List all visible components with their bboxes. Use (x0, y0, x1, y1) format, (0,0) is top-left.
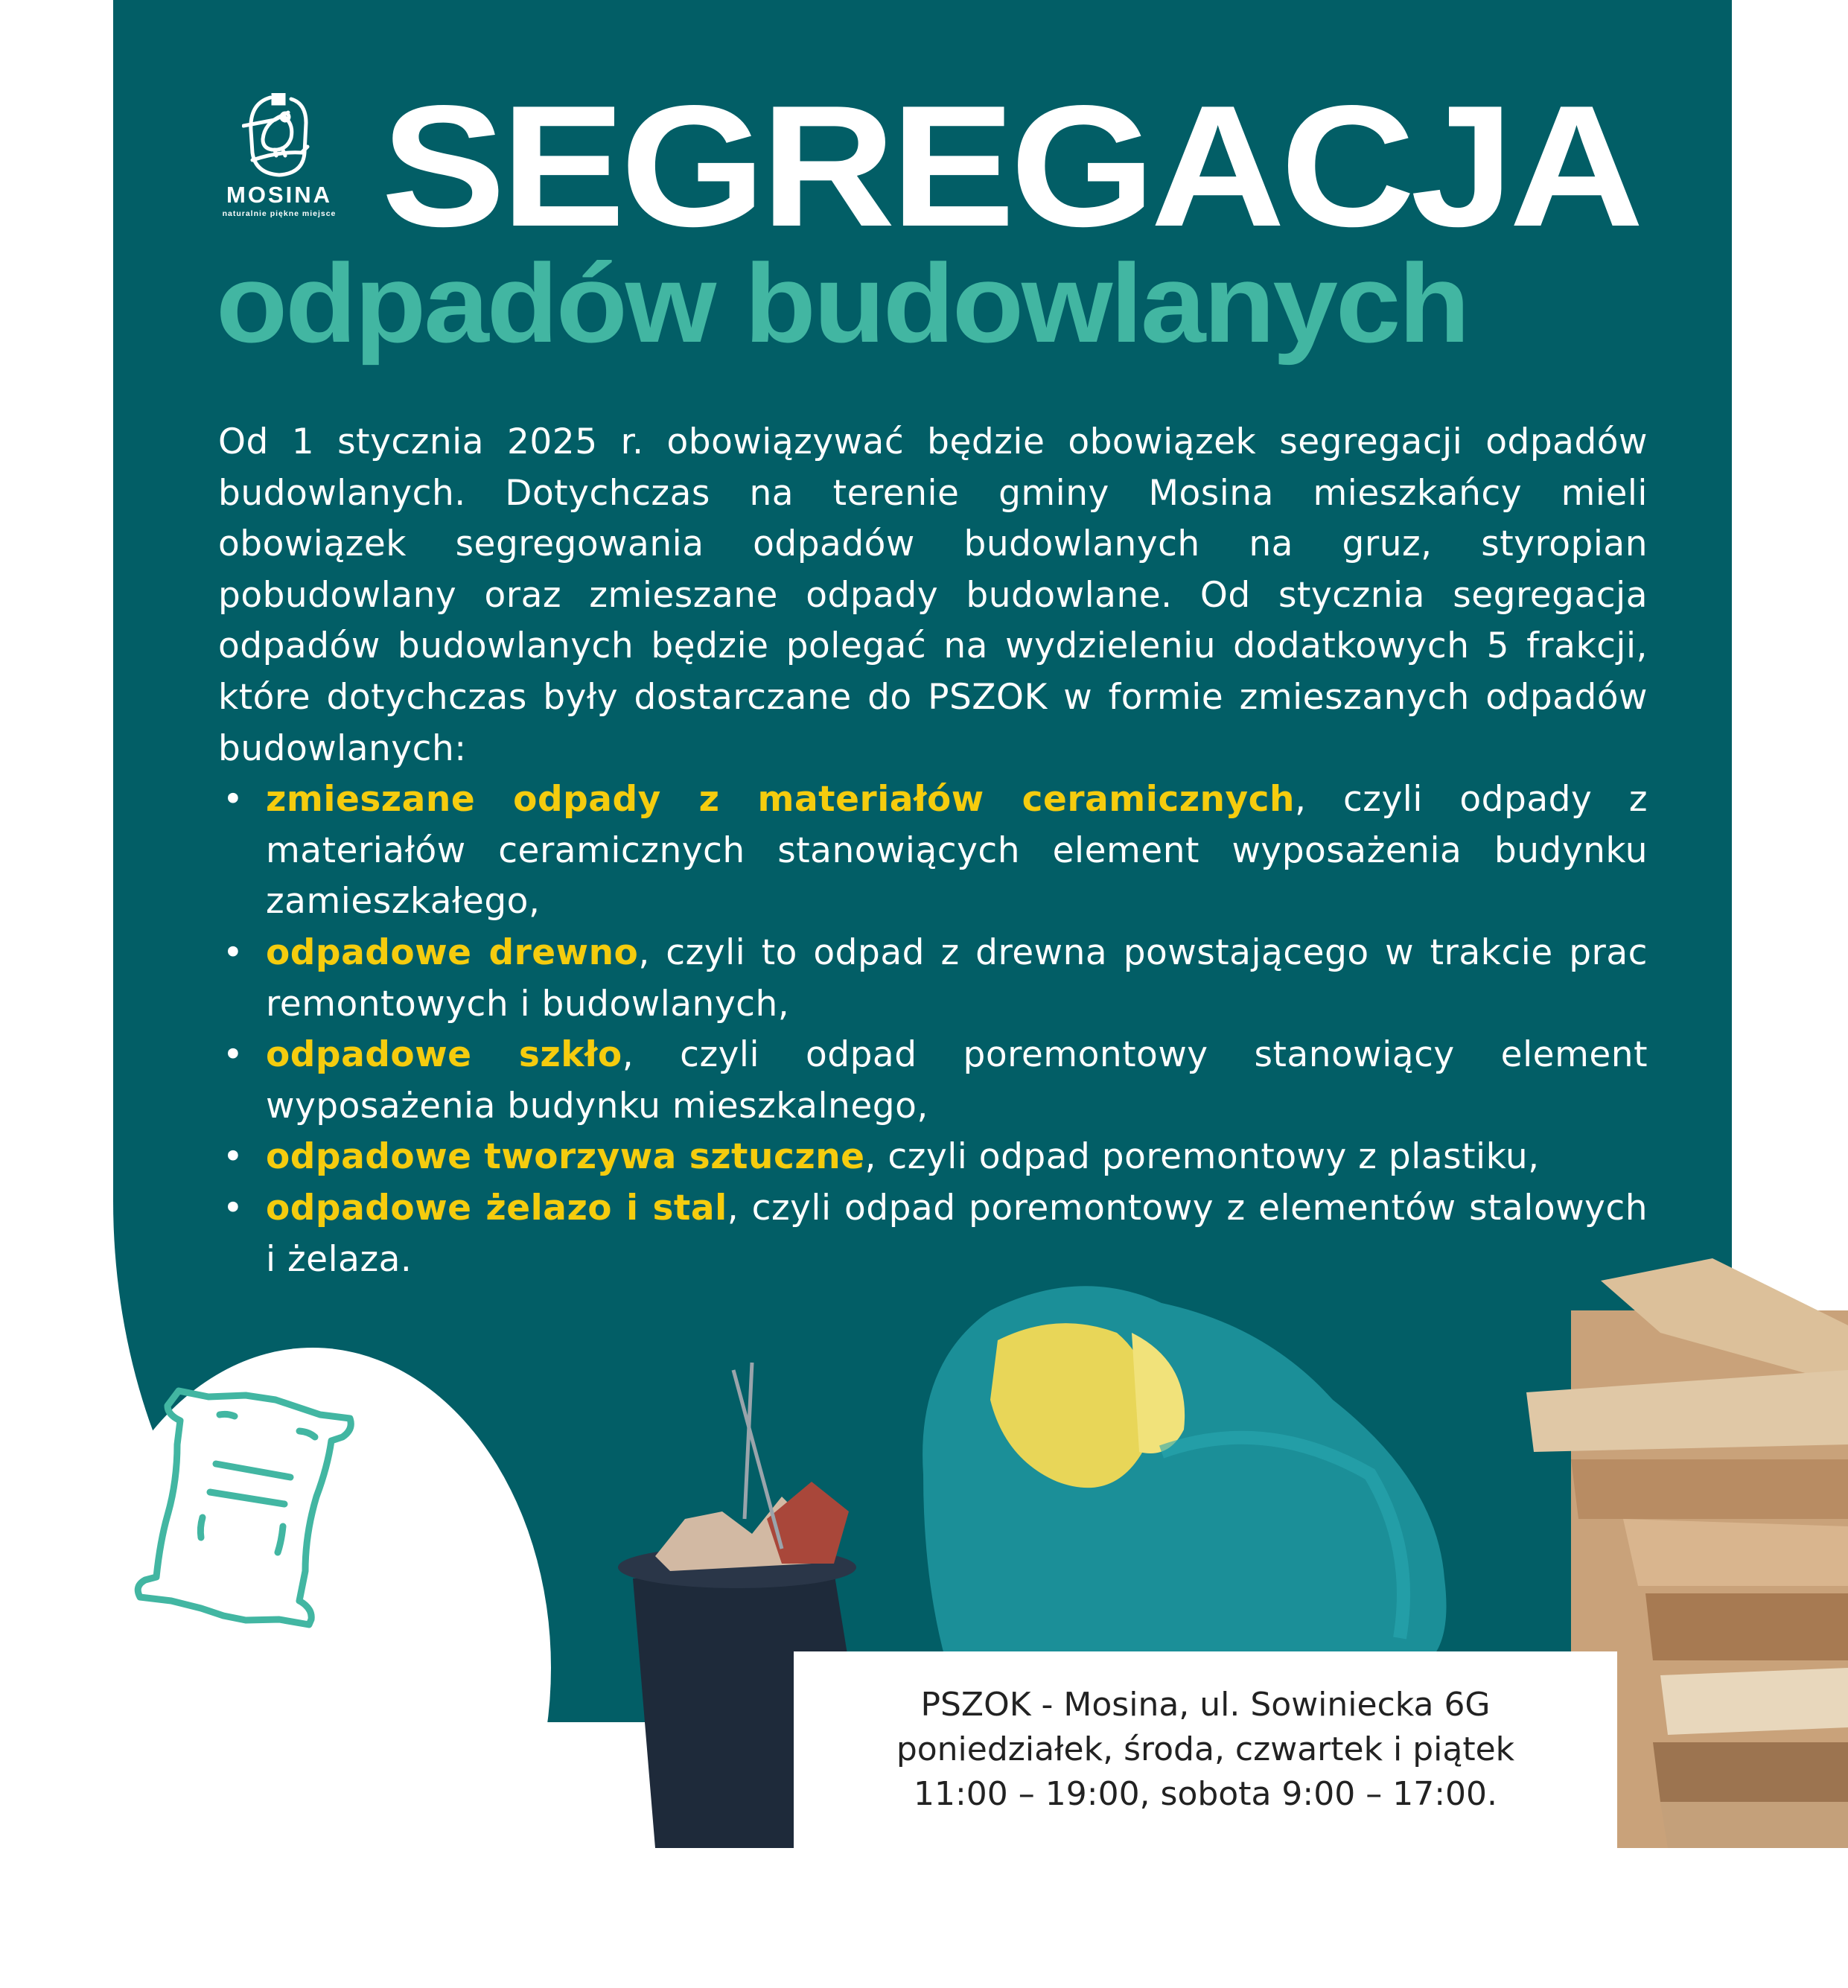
fractions-list (218, 774, 1648, 1285)
list-item (218, 1183, 1648, 1285)
fraction-name: odpadowe szkło (266, 1034, 622, 1076)
sack-icon (127, 1385, 372, 1631)
intro-paragraph: Od 1 stycznia 2025 r. obowiązywać będzie obowiązek segregacji odpadów budowlanych. Dotychczas na terenie gminy Mosina mieszkańcy mieli obowiązek segregowania odpadów budowlanych na gruz, styropian pobudowlany oraz zmieszane odpady budowlane. Od stycznia segregacja odpadów budowlanych będzie polegać na wydzieleniu dodatkowych 5 frakcji, które dotychczas były dostarczane do PSZOK w formie zmieszanych odpadów budowlanych: (218, 421, 1648, 769)
fraction-name: odpadowe tworzywa sztuczne (266, 1136, 865, 1178)
bullet: • (223, 779, 244, 821)
pszok-address: PSZOK - Mosina, ul. Sowiniecka 6G (920, 1686, 1491, 1724)
page-title: SEGREGACJA (381, 70, 1640, 263)
list-item (218, 774, 1648, 928)
article-body (218, 417, 1648, 1285)
fraction-name: zmieszane odpady z materiałów ceramicznych (266, 779, 1295, 821)
fraction-name: odpadowe drewno (266, 931, 639, 973)
fraction-name: odpadowe żelazo i stal (266, 1187, 727, 1229)
list-item (218, 1030, 1648, 1132)
mosina-logo (216, 93, 342, 220)
fraction-description: , czyli odpady z materiałów ceramicznych stanowiących element wyposażenia budynku zamieszkałego, (266, 779, 1648, 923)
logo-tagline: naturalnie piękne miejsce (222, 209, 337, 218)
bullet: • (223, 1136, 244, 1178)
list-item (218, 928, 1648, 1030)
pszok-days: poniedziałek, środa, czwartek i piątek (896, 1730, 1515, 1768)
bullet: • (223, 1187, 244, 1229)
bird-on-branch-icon (242, 93, 316, 179)
bullet: • (223, 1034, 244, 1076)
list-item (218, 1132, 1648, 1183)
logo-name: MOSINA (226, 182, 332, 208)
pszok-hours: 11:00 – 19:00, sobota 9:00 – 17:00. (913, 1775, 1497, 1813)
fraction-description: , czyli to odpad z drewna powstającego w trakcie prac remontowych i budowlanych, (266, 931, 1648, 1025)
fraction-description: , czyli odpad poremontowy stanowiący element wyposażenia budynku mieszkalnego, (266, 1034, 1648, 1127)
bullet: • (223, 931, 244, 973)
fraction-description: , czyli odpad poremontowy z plastiku, (864, 1136, 1540, 1178)
pszok-info-box (794, 1651, 1617, 1848)
page-subtitle: odpadów budowlanych (216, 240, 1468, 366)
fraction-description: , czyli odpad poremontowy z elementów stalowych i żelaza. (266, 1187, 1648, 1280)
